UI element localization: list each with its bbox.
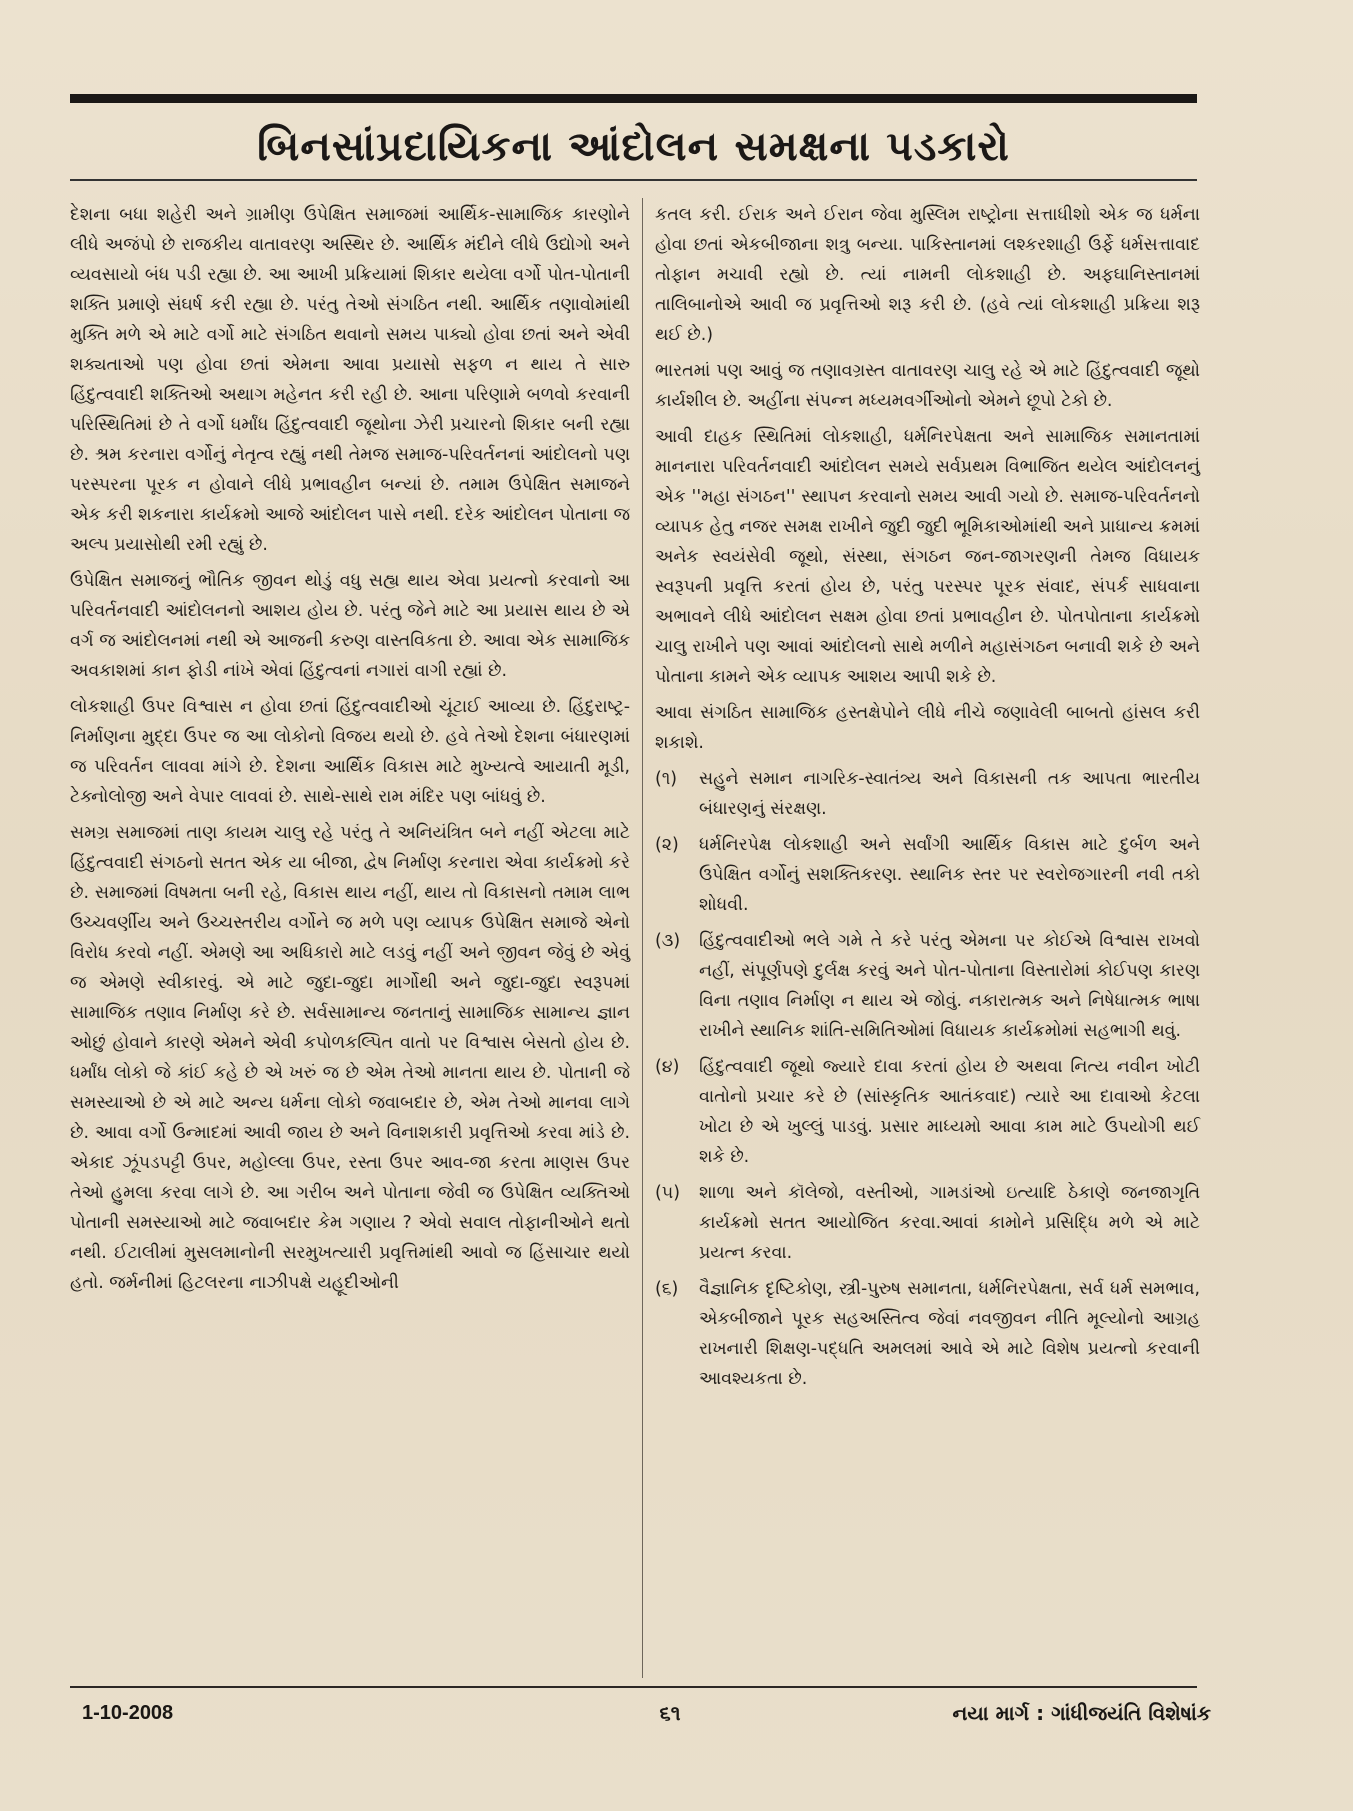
list-item xyxy=(655,926,1200,1046)
list-item-text: ધર્મનિરપેક્ષ લોકશાહી અને સર્વાંગી આર્થિક વિકાસ માટે દુર્બળ અને ઉપેક્ષિત વર્ગોનું સશક્તિકરણ. સ્થાનિક સ્તર પર સ્વરોજગારની નવી તકો શોધવી. xyxy=(699,835,1200,915)
list-item-text: શાળા અને કૉલેજો, વસ્તીઓ, ગામડાંઓ ઇત્યાદિ ઠેકાણે જનજાગૃતિ કાર્યક્રમો સતત આયોજિત કરવા.આવાં કામોને પ્રસિદ્ધિ મળે એ માટે પ્રયત્ન કરવા. xyxy=(699,1183,1200,1263)
list-item-text: હિંદુત્વવાદી જૂથો જ્યારે દાવા કરતાં હોય છે અથવા નિત્ય નવીન ખોટી વાતોનો પ્રચાર કરે છે (સાંસ્કૃતિક આતંકવાદ) ત્યારે આ દાવાઓ કેટલા ખોટા છે એ ખુલ્લું પાડવું. પ્રસાર માધ્યમો આવા કામ માટે ઉપયોગી થઈ શકે છે. xyxy=(699,1057,1200,1167)
paragraph: આવી દાહક સ્થિતિમાં લોકશાહી, ધર્મનિરપેક્ષતા અને સામાજિક સમાનતામાં માનનારા પરિવર્તનવાદી આંદોલન સમયે સર્વપ્રથમ વિભાજિત થયેલ આંદોલનનું એક ''મહા સંગઠન'' સ્થાપન કરવાનો સમય આવી ગયો છે. સમાજ-પરિવર્તનનો વ્યાપક હેતુ નજર સમક્ષ રાખીને જુદી જુદી ભૂમિકાઓમાંથી અને પ્રાધાન્ય ક્રમમાં અનેક સ્વયંસેવી જૂથો, સંસ્થા, સંગઠન જન-જાગરણની તેમજ વિધાયક સ્વરૂપની પ્રવૃત્તિ કરતાં હોય છે, પરંતુ પરસ્પર પૂરક સંવાદ, સંપર્ક સાધવાના અભાવને લીધે આંદોલન સક્ષમ હોવા છતાં પ્રભાવહીન છે. પોતપોતાના કાર્યક્રમો ચાલુ રાખીને પણ આવાં આંદોલનો સાથે મળીને મહાસંગઠન બનાવી શકે છે અને પોતાના કામને એક વ્યાપક આશય આપી શકે છે. xyxy=(655,427,1200,687)
list-item xyxy=(655,1052,1200,1172)
title-underline xyxy=(70,179,1197,181)
paragraph: લોકશાહી ઉપર વિશ્વાસ ન હોવા છતાં હિંદુત્વવાદીઓ ચૂંટાઈ આવ્યા છે. હિંદુરાષ્ટ્ર-નિર્માણના મુદ્દા ઉપર જ આ લોકોનો વિજય થયો છે. હવે તેઓ દેશના બંધારણમાં જ પરિવર્તન લાવવા માંગે છે. દેશના આર્થિક વિકાસ માટે મુખ્યત્વે આયાતી મૂડી, ટેક્નોલોજી અને વેપાર લાવવાં છે. સાથે-સાથે રામ મંદિર પણ બાંધવું છે. xyxy=(70,697,630,807)
list-item xyxy=(655,1274,1200,1394)
magazine-name: નયા માર્ગ : ગાંધીજયંતિ વિશેષાંક xyxy=(952,1701,1211,1725)
list-item-text: હિંદુત્વવાદીઓ ભલે ગમે તે કરે પરંતુ એમના પર કોઈએ વિશ્વાસ રાખવો નહીં, સંપૂર્ણપણે દુર્લક્ષ કરવું અને પોત-પોતાના વિસ્તારોમાં કોઈપણ કારણ વિના તણાવ નિર્માણ ન થાય એ જોવું. નકારાત્મક અને નિષેધાત્મક ભાષા રાખીને સ્થાનિક શાંતિ-સમિતિઓમાં વિધાયક કાર્યક્રમોમાં સહભાગી થવું. xyxy=(699,931,1200,1041)
footer-rule xyxy=(70,1686,1197,1688)
paragraph: ભારતમાં પણ આવું જ તણાવગ્રસ્ત વાતાવરણ ચાલુ રહે એ માટે હિંદુત્વવાદી જૂથો કાર્યશીલ છે. અહીંના સંપન્ન મધ્યમવર્ગીઓનો એમને છૂપો ટેકો છે. xyxy=(655,361,1200,411)
article-title: બિનસાંપ્રદાયિકના આંદોલન સમક્ષના પડકારો xyxy=(257,122,1010,170)
list-item xyxy=(655,830,1200,920)
top-rule xyxy=(70,94,1197,103)
list-item-number: (૬) xyxy=(655,1279,679,1299)
list-item xyxy=(655,1178,1200,1268)
column-divider xyxy=(642,198,643,1678)
list-item-text: સહુને સમાન નાગરિક-સ્વાતંત્ર્ય અને વિકાસની તક આપતા ભારતીય બંધારણનું સંરક્ષણ. xyxy=(699,769,1200,819)
list-item-number: (૩) xyxy=(655,931,681,951)
list-item-text: વૈજ્ઞાનિક દૃષ્ટિકોણ, સ્ત્રી-પુરુષ સમાનતા, ધર્મનિરપેક્ષતા, સર્વ ધર્મ સમભાવ, એકબીજાને પૂરક સહઅસ્તિત્વ જેવાં નવજીવન નીતિ મૂલ્યોનો આગ્રહ રાખનારી શિક્ષણ-પદ્ધતિ અમલમાં આવે એ માટે વિશેષ પ્રયત્નો કરવાની આવશ્યકતા છે. xyxy=(699,1279,1200,1389)
left-column xyxy=(70,200,630,1304)
page-number: ૬૧ xyxy=(659,1701,681,1725)
list-item-number: (૫) xyxy=(655,1183,680,1203)
list-item xyxy=(655,764,1200,824)
list-item-number: (૧) xyxy=(655,769,678,789)
paragraph: ઉપેક્ષિત સમાજનું ભૌતિક જીવન થોડું વધુ સહ્ય થાય એવા પ્રયત્નો કરવાનો આ પરિવર્તનવાદી આંદોલનનો આશય હોય છે. પરંતુ જેને માટે આ પ્રયાસ થાય છે એ વર્ગ જ આંદોલનમાં નથી એ આજની કરુણ વાસ્તવિકતા છે. આવા એક સામાજિક અવકાશમાં કાન ફોડી નાંખે એવાં હિંદુત્વનાં નગારાં વાગી રહ્યાં છે. xyxy=(70,571,630,681)
footer-date: 1-10-2008 xyxy=(82,1702,174,1724)
list-item-number: (૨) xyxy=(655,835,679,855)
paragraph: કતલ કરી. ઈરાક અને ઈરાન જેવા મુસ્લિમ રાષ્ટ્રોના સત્તાધીશો એક જ ધર્મના હોવા છતાં એકબીજાના શત્રુ બન્યા. પાકિસ્તાનમાં લશ્કરશાહી ઉર્ફે ધર્મસત્તાવાદ તોફાન મચાવી રહ્યો છે. ત્યાં નામની લોકશાહી છે. અફઘાનિસ્તાનમાં તાલિબાનોએ આવી જ પ્રવૃત્તિઓ શરૂ કરી છે. (હવે ત્યાં લોકશાહી પ્રક્રિયા શરૂ થઈ છે.) xyxy=(655,205,1200,345)
list-item-number: (૪) xyxy=(655,1057,680,1077)
paragraph: દેશના બધા શહેરી અને ગ્રામીણ ઉપેક્ષિત સમાજમાં આર્થિક-સામાજિક કારણોને લીધે અજંપો છે રાજકીય વાતાવરણ અસ્થિર છે. આર્થિક મંદીને લીધે ઉદ્યોગો અને વ્યવસાયો બંધ પડી રહ્યા છે. આ આખી પ્રક્રિયામાં શિકાર થયેલા વર્ગો પોત-પોતાની શક્તિ પ્રમાણે સંઘર્ષ કરી રહ્યા છે. પરંતુ તેઓ સંગઠિત નથી. આર્થિક તણાવોમાંથી મુક્તિ મળે એ માટે વર્ગો માટે સંગઠિત થવાનો સમય પાક્યો હોવા છતાં અને એવી શક્યતાઓ પણ હોવા છતાં એમના આવા પ્રયાસો સફળ ન થાય તે સારુ હિંદુત્વવાદી શક્તિઓ અથાગ મહેનત કરી રહી છે. આના પરિણામે બળવો કરવાની પરિસ્થિતિમાં છે તે વર્ગો ધર્માંધ હિંદુત્વવાદી જૂથોના ઝેરી પ્રચારનો શિકાર બની રહ્યા છે. શ્રમ કરનારા વર્ગોનું નેતૃત્વ રહ્યું નથી તેમજ સમાજ-પરિવર્તનનાં આંદોલનો પણ પરસ્પરના પૂરક ન હોવાને લીધે પ્રભાવહીન બન્યાં છે. તમામ ઉપેક્ષિત સમાજને એક કરી શકનારા કાર્યક્રમો આજે આંદોલન પાસે નથી. દરેક આંદોલન પોતાના જ અલ્પ પ્રયાસોથી રમી રહ્યું છે. xyxy=(70,205,630,555)
paragraph: આવા સંગઠિત સામાજિક હસ્તક્ષેપોને લીધે નીચે જણાવેલી બાબતો હાંસલ કરી શકાશે. xyxy=(655,703,1200,753)
paragraph: સમગ્ર સમાજમાં તાણ કાયમ ચાલુ રહે પરંતુ તે અનિયંત્રિત બને નહીં એટલા માટે હિંદુત્વવાદી સંગઠનો સતત એક યા બીજા, દ્વેષ નિર્માણ કરનારા એવા કાર્યક્રમો કરે છે. સમાજમાં વિષમતા બની રહે, વિકાસ થાય નહીં, થાય તો વિકાસનો તમામ લાભ ઉચ્ચવર્ણીય અને ઉચ્ચસ્તરીય વર્ગોને જ મળે પણ વ્યાપક ઉપેક્ષિત સમાજે એનો વિરોધ કરવો નહીં. એમણે આ અધિકારો માટે લડવું નહીં અને જીવન જેવું છે એવું જ એમણે સ્વીકારવું. એ માટે જુદા-જુદા માર્ગોથી અને જુદા-જુદા સ્વરૂપમાં સામાજિક તણાવ નિર્માણ કરે છે. સર્વસામાન્ય જનતાનું સામાજિક સામાન્ય જ્ઞાન ઓછું હોવાને કારણે એમને એવી કપોળકલ્પિત વાતો પર વિશ્વાસ બેસતો હોય છે. ધર્માંધ લોકો જે કાંઈ કહે છે એ ખરું જ છે એમ તેઓ માનતા થાય છે. પોતાની જે સમસ્યાઓ છે એ માટે અન્ય ધર્મના લોકો જવાબદાર છે, એમ તેઓ માનવા લાગે છે. આવા વર્ગો ઉન્માદમાં આવી જાય છે અને વિનાશકારી પ્રવૃત્તિઓ કરવા માંડે છે. એકાદ ઝૂંપડપટ્ટી ઉપર, મહોલ્લા ઉપર, રસ્તા ઉપર આવ-જા કરતા માણસ ઉપર તેઓ હુમલા કરવા લાગે છે. આ ગરીબ અને પોતાના જેવી જ ઉપેક્ષિત વ્યક્તિઓ પોતાની સમસ્યાઓ માટે જવાબદાર કેમ ગણાય ? એવો સવાલ તોફાનીઓને થતો નથી. ઈટાલીમાં મુસલમાનોની સરમુખત્યારી પ્રવૃત્તિમાંથી આવો જ હિંસાચાર થયો હતો. જર્મનીમાં હિટલરના નાઝીપક્ષે યહૂદીઓની xyxy=(70,823,630,1293)
right-column xyxy=(655,200,1200,1400)
